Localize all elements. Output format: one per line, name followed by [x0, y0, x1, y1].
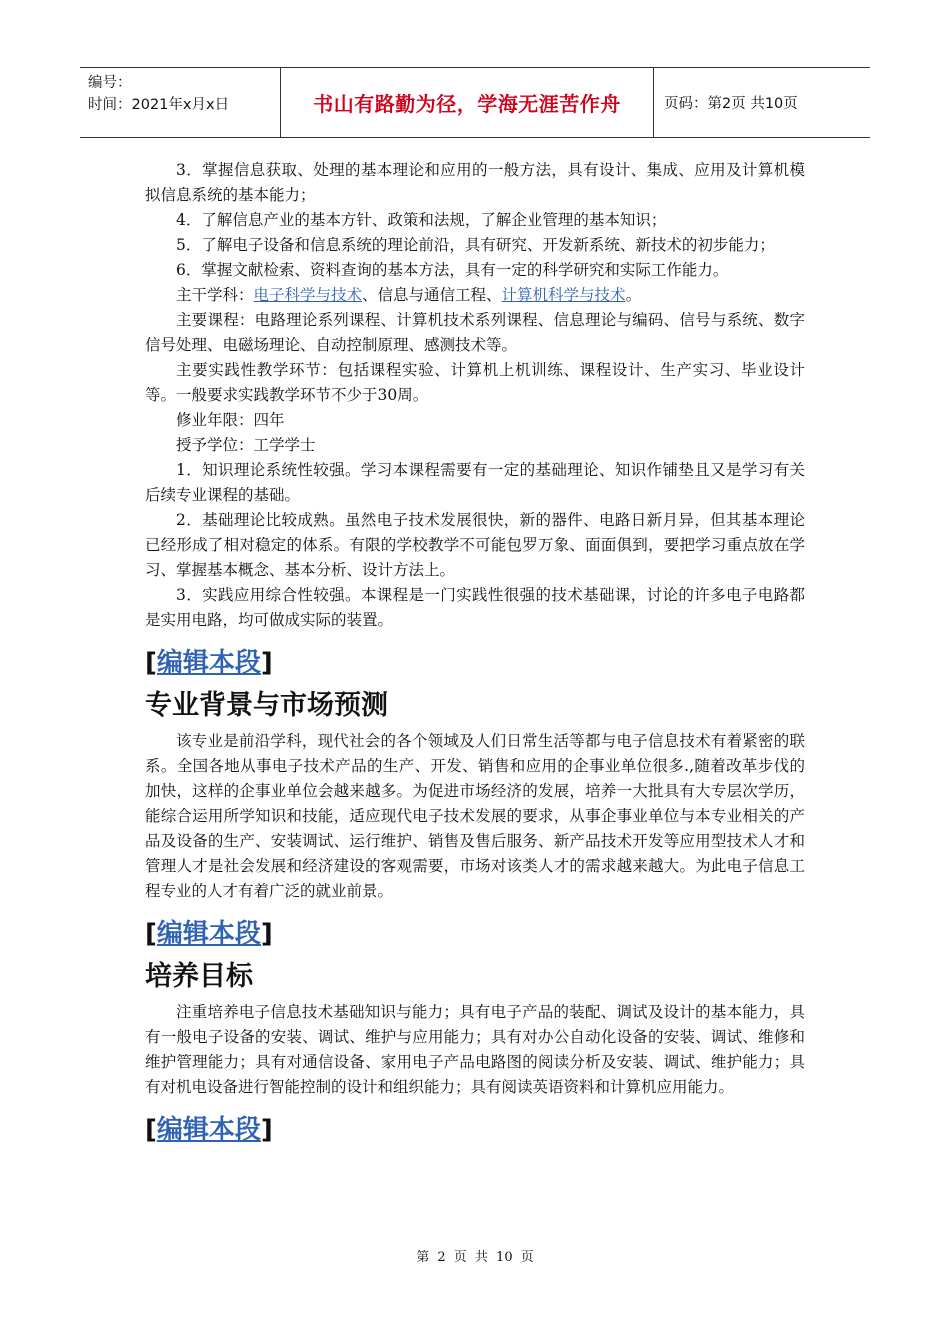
- page-header: [80, 67, 870, 138]
- bracket-open: [: [145, 648, 157, 678]
- edit-section-link-1: [145, 645, 805, 681]
- bracket-close: ]: [260, 1115, 273, 1145]
- header-motto-cell: [280, 68, 654, 137]
- disciplines-middle: 、信息与通信工程、: [362, 286, 502, 304]
- document-time-label: 时间：2021年x月x日: [88, 97, 230, 113]
- header-meta: [80, 68, 280, 137]
- bracket-close: ]: [260, 648, 273, 678]
- paragraph-practice: 主要实践性教学环节：包括课程实验、计算机上机训练、课程设计、生产实习、毕业设计等。一般要求实践教学环节不少于30周。: [145, 361, 805, 404]
- bracket-open: [: [145, 919, 157, 949]
- link-electronic-science[interactable]: 电子科学与技术: [253, 286, 363, 304]
- edit-section-button[interactable]: 编辑本段: [156, 648, 261, 678]
- paragraph-requirement-3: 3．掌握信息获取、处理的基本理论和应用的一般方法，具有设计、集成、应用及计算机模拟信息系统的基本能力；: [145, 161, 805, 204]
- section-title-goal: 培养目标: [145, 961, 253, 992]
- edit-section-button[interactable]: 编辑本段: [156, 1115, 261, 1145]
- header-page-info: 页码：第2页 共10页: [664, 96, 798, 112]
- edit-section-button[interactable]: 编辑本段: [156, 919, 261, 949]
- paragraph-requirement-5: 5．了解电子设备和信息系统的理论前沿，具有研究、开发新系统、新技术的初步能力；: [176, 236, 775, 254]
- page-footer: 第 2 页 共 10 页: [416, 1250, 534, 1265]
- disciplines-suffix: 。: [625, 286, 642, 304]
- paragraph-requirement-6: 6．掌握文献检索、资料查询的基本方法，具有一定的科学研究和实际工作能力。: [176, 261, 729, 279]
- paragraph-feature-2: 2．基础理论比较成熟。虽然电子技术发展很快，新的器件、电路日新月异，但其基本理论已经形成了相对稳定的体系。有限的学校教学不可能包罗万象、面面俱到，要把学习重点放在学习、掌握基本概念、基本分析、设计方法上。: [145, 511, 805, 579]
- paragraph-duration: 修业年限：四年: [176, 411, 285, 429]
- document-number-label: 编号：: [88, 75, 132, 91]
- bracket-open: [: [145, 1115, 157, 1145]
- paragraph-main-courses: 主要课程：电路理论系列课程、计算机技术系列课程、信息理论与编码、信号与系统、数字信号处理、电磁场理论、自动控制原理、感测技术等。: [145, 311, 805, 354]
- paragraph-main-disciplines: [145, 283, 805, 308]
- header-motto: 书山有路勤为径，学海无涯苦作舟: [313, 92, 621, 116]
- edit-section-link-2: [145, 916, 805, 952]
- paragraph-requirement-4: 4．了解信息产业的基本方针、政策和法规，了解企业管理的基本知识；: [176, 211, 667, 229]
- disciplines-prefix: 主干学科：: [176, 286, 254, 304]
- bracket-close: ]: [260, 919, 273, 949]
- section-title-market: 专业背景与市场预测: [145, 690, 388, 721]
- edit-section-link-3: [145, 1112, 805, 1148]
- document-body: [145, 158, 805, 1148]
- paragraph-feature-1: 1．知识理论系统性较强。学习本课程需要有一定的基础理论、知识作铺垫且又是学习有关后续专业课程的基础。: [145, 461, 805, 504]
- paragraph-market: 该专业是前沿学科，现代社会的各个领域及人们日常生活等都与电子信息技术有着紧密的联系。全国各地从事电子技术产品的生产、开发、销售和应用的企事业单位很多.,随着改革步伐的加快，这样的企事业单位会越来越多。为促进市场经济的发展，培养一大批具有大专层次学历，能综合运用所学知识和技能，适应现代电子技术发展的要求，从事企事业单位与本专业相关的产品及设备的生产、安装调试、运行维护、销售及售后服务、新产品技术开发等应用型技术人才和管理人才是社会发展和经济建设的客观需要，市场对该类人才的需求越来越大。为此电子信息工程专业的人才有着广泛的就业前景。: [145, 732, 805, 900]
- paragraph-degree: 授予学位：工学学士: [176, 436, 316, 454]
- paragraph-feature-3: 3．实践应用综合性较强。本课程是一门实践性很强的技术基础课，讨论的许多电子电路都是实用电路，均可做成实际的装置。: [145, 586, 805, 629]
- paragraph-goal: 注重培养电子信息技术基础知识与能力；具有电子产品的装配、调试及设计的基本能力，具有一般电子设备的安装、调试、维护与应用能力；具有对办公自动化设备的安装、调试、维修和维护管理能力；具有对通信设备、家用电子产品电路图的阅读分析及安装、调试、维护能力；具有对机电设备进行智能控制的设计和组织能力；具有阅读英语资料和计算机应用能力。: [145, 1003, 805, 1096]
- link-computer-science[interactable]: 计算机科学与技术: [501, 286, 626, 304]
